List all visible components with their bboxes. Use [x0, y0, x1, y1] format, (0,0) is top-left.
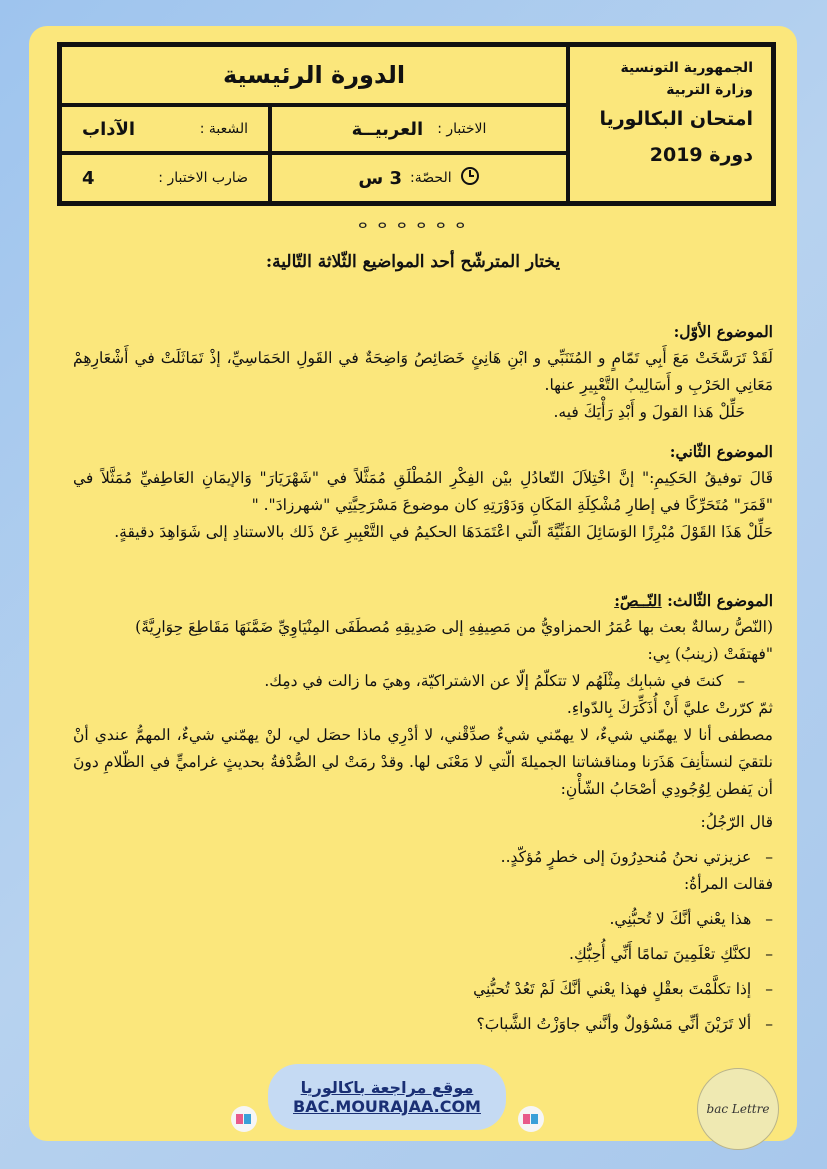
topic-1-text: لَقَدْ تَرَسَّخَتْ مَعَ أَبِي تَمّامٍ و المُتَنَبِّي و ابْنِ هَانِئٍ خَصَائِصُ وَاضِحَةٌ في القَولِ الحَمَاسِيِّ، إذْ تَمَاثَلَتْ في أَشْعَارِهِمْ مَعَانِي الحَرْبِ و أَسَالِيبُ التَّعْبِيرِ عنها.	[73, 349, 773, 394]
topic-3	[73, 587, 773, 1038]
text-line: – إذا تكلَّمْتَ بعقْلٍ فهذا يعْني أنَّكَ لَمْ تَعُدْ تُحبُّنِي	[73, 976, 773, 1003]
text-line: – كنتَ في شبابِك مِثْلَهُم لا تتكلّمُ إلّا عن الاشتراكيّة، وهيَ ما زالت في دمِك.	[73, 668, 773, 695]
text-line: ثمّ كرّرتْ عليَّ أَنْ أُذَكِّرَكَ بِالدّواءِ.	[566, 699, 773, 717]
ornament: ⴰ ⴰ ⴰ ⴰ ⴰ ⴰ	[358, 216, 468, 232]
text-line: – عزيزتي نحنُ مُنحدِرُونَ إلى خطرٍ مُؤكّدٍ..	[73, 844, 773, 871]
duration-cell: الحصّة: 3 س	[270, 153, 568, 203]
topic-2	[73, 438, 773, 546]
site-logo-icon	[231, 1106, 257, 1132]
exam-page	[29, 26, 797, 1141]
text-line: – هذا يعْني أنَّكَ لا تُحبُّنِي.	[73, 906, 773, 933]
topic-2-quote: قَالَ توفيقُ الحَكِيمِ:" إنَّ اخْتِلاَلَ التّعادُلِ بيْن الفِكْرِ المُطْلَقِ مُمَثَّلاً في "شَهْرَيَارَ" وَالإيمَانِ العَاطِفيِّ مُمَثَّلاً في "قَمَرَ" مُتَحَرِّكًا في إطارِ مُشْكِلَةِ المَكَانِ وَدَوْرَتِهِ كان موضوعَ مَسْرَحِيَّتِي "شهرزادَ". "	[73, 469, 773, 514]
site-logo-icon	[518, 1106, 544, 1132]
exam-header	[57, 42, 776, 206]
site-banner-link[interactable]: موقع مراجعة باكالوريا BAC.MOURAJAA.COM	[268, 1064, 506, 1130]
text-line: – ألا تَرَيْنَ أنِّي مَسْؤولٌ وأنَّني جاوَزْتُ الشَّبابَ؟	[73, 1011, 773, 1038]
text-line: – لكنَّكِ تعْلَمِينَ تمامًا أَنِّي أُحِبُّكِ.	[73, 941, 773, 968]
instruction: يختار المترشّح أحد المواضيع الثّلاثة التّالية:	[265, 252, 561, 272]
text-line: "فهتفَتْ (زينبُ) بِي:	[647, 645, 773, 663]
topic-2-title: الموضوع الثّاني:	[669, 442, 773, 461]
text-line: مصطفى أنا لا يهمّني شيءٌ، لا يهمّني شيءٌ صدِّقْني، لا أدْرِي ماذا حصَل لي، لنْ يهمّني شيءٌ، المهمُّ عندي أنْ نلتقيَ لنستأنِفَ هَذَرَنا ومناقشاتنا الجميلةَ الّتي لا مَعْنَى لها. وقدْ رمَتْ لي الصُّدْفةُ بحديثٍ غراميٍّ في الظّلامِ دونَ أن يَفطن لِوُجُودِي أصْحَابُ الشّأْنِ:	[73, 726, 773, 798]
topic-1-title: الموضوع الأوّل:	[673, 322, 773, 341]
clock-icon	[460, 166, 480, 190]
coef-cell: ضارب الاختبار : 4	[60, 153, 270, 203]
session-type: الدورة الرئيسية	[60, 45, 568, 105]
test-cell: الاختبار : العربيــة	[270, 105, 568, 153]
topic-1	[73, 318, 773, 426]
topic-2-task: حَلِّلْ هَذَا القَوْلَ مُبْرِزًا الوَسَائِلَ الفَنِّيَّةَ الّتي اعْتَمَدَهَا الحكيمُ في التَّعْبِيرِ عَنْ ذَلك بالاستنادِ إلى شَوَاهِدَ دقيقةٍ.	[114, 523, 773, 541]
topic-1-task: حَلِّلْ هَذا القولَ و أَبْدِ رَأْيَكَ فيه.	[553, 403, 745, 421]
section-cell: الشعبة : الآداب	[60, 105, 270, 153]
bac-lettre-badge: bac Lettre	[697, 1068, 779, 1150]
ministry-block: الجمهورية التونسية وزارة التربية امتحان البكالوريا دورة 2019	[568, 45, 773, 203]
text-line: فقالت المرأةُ:	[683, 875, 773, 893]
topic-3-intro: (النّصُّ رسالةٌ بعث بها عُمَرُ الحمزاويُّ من مَصِيفِهِ إلى صَدِيقِهِ مُصطَفَى المِنْيَاوِيِّ ضَمَّنَهَا مَقَاطِعَ حِوَارِيَّةً)	[135, 618, 773, 636]
text-line: قال الرّجُلُ:	[700, 813, 773, 831]
topic-3-title: الموضوع الثّالث: النّــصّ:	[614, 591, 773, 610]
